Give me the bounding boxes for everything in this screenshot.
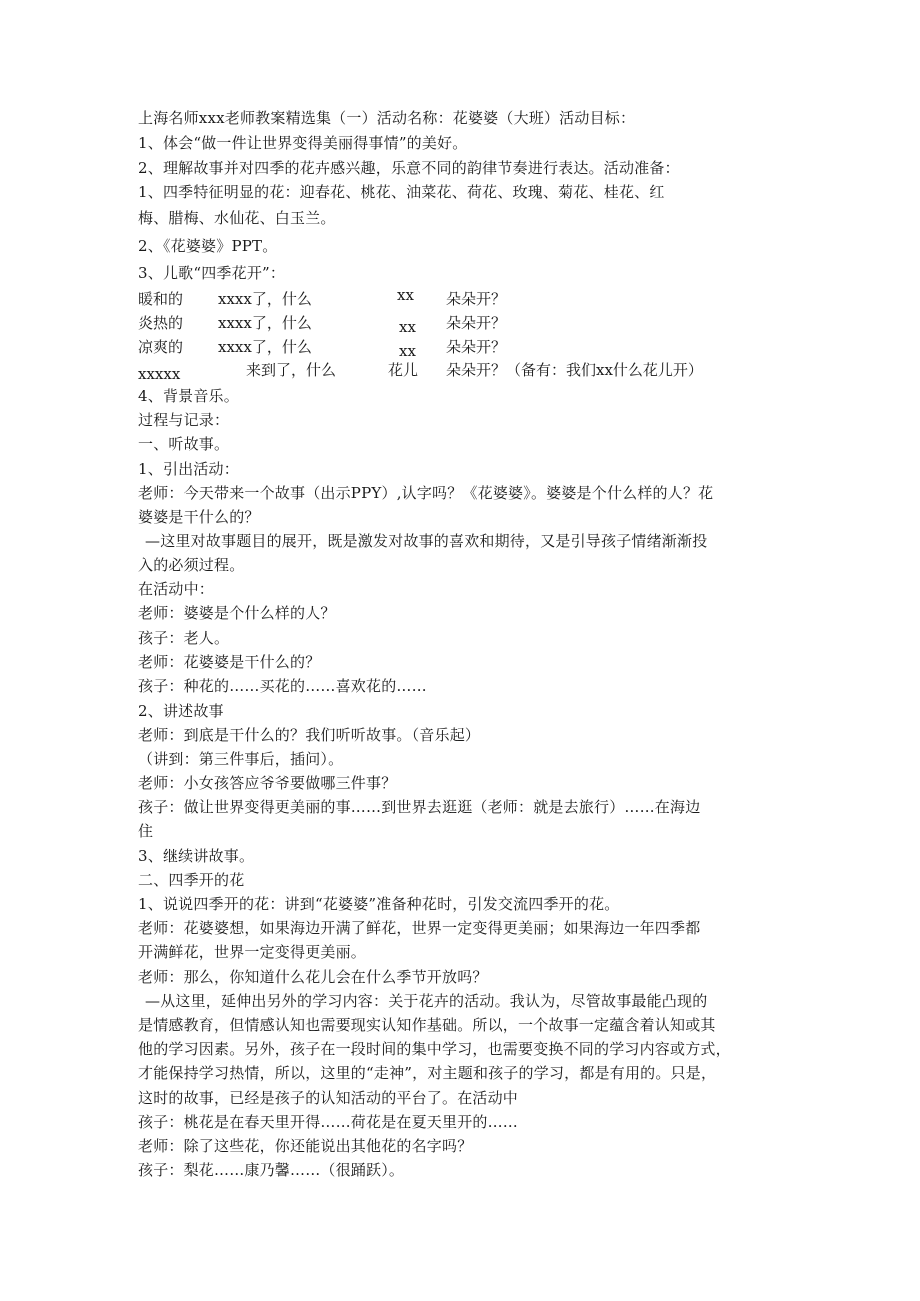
dialogue-9a: 老师：花婆婆想，如果海边开满了鲜花，世界一定变得更美丽；如果海边一年四季都 [138,919,701,937]
dialogue-10: 老师：那么，你知道什么花儿会在什么季节开放吗？ [138,968,488,986]
teacher-line-1b: 婆婆是干什么的？ [138,508,260,526]
goal-1: 1、体会“做一件让世界变得美丽得事情”的美好。 [138,134,468,152]
note-1-line-2: 入的必须过程。 [138,556,245,574]
section-2-heading: 二、四季开的花 [138,871,245,889]
prep-3: 3、儿歌“四季花开”： [138,264,286,282]
poem-row-3-col-1: 凉爽的 [138,338,184,356]
title-line: 上海名师xxx老师教案精选集（一）活动名称：花婆婆（大班）活动目标： [138,109,636,127]
dialogue-8a: 孩子：做让世界变得更美丽的事……到世界去逛逛（老师：就是去旅行）……在海边 [138,798,701,816]
step-1-3: 3、继续讲故事。 [138,847,255,865]
poem-row-1-col-1: 暖和的 [138,290,184,308]
prep-1-line-1: 1、四季特征明显的花：迎春花、桃花、油菜花、荷花、玫瑰、菊花、桂花、红 [138,183,665,201]
dialogue-9b: 开满鲜花，世界一定变得更美丽。 [138,943,367,961]
poem-row-3-col-3: xx [399,342,416,360]
in-activity: 在活动中： [138,580,215,598]
poem-row-3-col-2: xxxx了，什么 [218,338,312,356]
poem-row-3-col-4: 朵朵开？ [446,338,507,356]
poem-row-1-col-4: 朵朵开？ [446,290,507,308]
process-heading: 过程与记录： [138,411,230,429]
prep-4: 4、背景音乐。 [138,387,239,405]
dialogue-3: 老师：花婆婆是干什么的？ [138,653,321,671]
poem-row-2-col-1: 炎热的 [138,314,184,332]
poem-row-2-col-4: 朵朵开？ [446,314,507,332]
step-2-1: 1、说说四季开的花：讲到“花婆婆”准备种花时，引发交流四季开的花。 [138,895,620,913]
dialogue-2: 孩子：老人。 [138,629,230,647]
poem-row-4-col-2: 来到了，什么 [246,361,337,379]
dialogue-5: 老师：到底是干什么的？我们听听故事。（音乐起） [138,726,481,744]
note-2-line-1: —从这里，延伸出另外的学习内容：关于花卉的活动。我认为，尽管故事最能凸现的 [145,992,708,1010]
step-1-2: 2、讲述故事 [138,702,224,720]
dialogue-11: 孩子：桃花是在春天里开得……荷花是在夏天里开的…… [138,1113,519,1131]
section-1-heading: 一、听故事。 [138,435,230,453]
step-1-1: 1、引出活动： [138,460,239,478]
note-2-line-3: 他的学习因素。另外，孩子在一段时间的集中学习，也需要变换不同的学习内容或方式， [138,1040,731,1058]
note-2-line-2: 是情感教育，但情感认知也需要现实认知作基础。所以，一个故事一定蕴含着认知或其 [138,1016,716,1034]
dialogue-8b: 住 [138,822,154,840]
poem-row-1-col-3: xx [397,286,414,304]
dialogue-6: （讲到：第三件事后，插问）。 [138,750,344,768]
poem-row-2-col-2: xxxx了，什么 [218,314,312,332]
poem-row-4-col-4: 朵朵开？（备有：我们xx什么花儿开） [446,361,703,379]
poem-row-1-col-2: xxxx了，什么 [218,290,312,308]
poem-row-4-col-1: xxxxx [138,365,181,383]
dialogue-12: 老师：除了这些花，你还能说出其他花的名字吗？ [138,1137,473,1155]
goal-2: 2、理解故事并对四季的花卉感兴趣，乐意不同的韵律节奏进行表达。活动准备： [138,159,680,177]
prep-2: 2、《花婆婆》PPT。 [138,237,278,255]
dialogue-13: 孩子：梨花……康乃馨……（很踊跃）。 [138,1161,405,1179]
note-1-line-1: —这里对故事题目的展开，既是激发对故事的喜欢和期待，又是引导孩子情绪渐渐投 [145,532,708,550]
dialogue-7: 老师：小女孩答应爷爷要做哪三件事？ [138,774,397,792]
note-2-line-4: 才能保持学习热情，所以，这里的“走神”，对主题和孩子的学习，都是有用的。只是， [138,1064,717,1082]
dialogue-4: 孩子：种花的……买花的……喜欢花的…… [138,677,427,695]
poem-row-2-col-3: xx [399,318,416,336]
note-2-line-5: 这时的故事，已经是孩子的认知活动的平台了。在活动中 [138,1089,519,1107]
dialogue-1: 老师：婆婆是个什么样的人？ [138,604,336,622]
poem-row-4-col-3: 花儿 [388,361,419,379]
prep-1-line-2: 梅、腊梅、水仙花、白玉兰。 [138,209,336,227]
teacher-line-1a: 老师：今天带来一个故事（出示PPY）,认字吗？《花婆婆》。婆婆是个什么样的人？花 [138,484,714,502]
